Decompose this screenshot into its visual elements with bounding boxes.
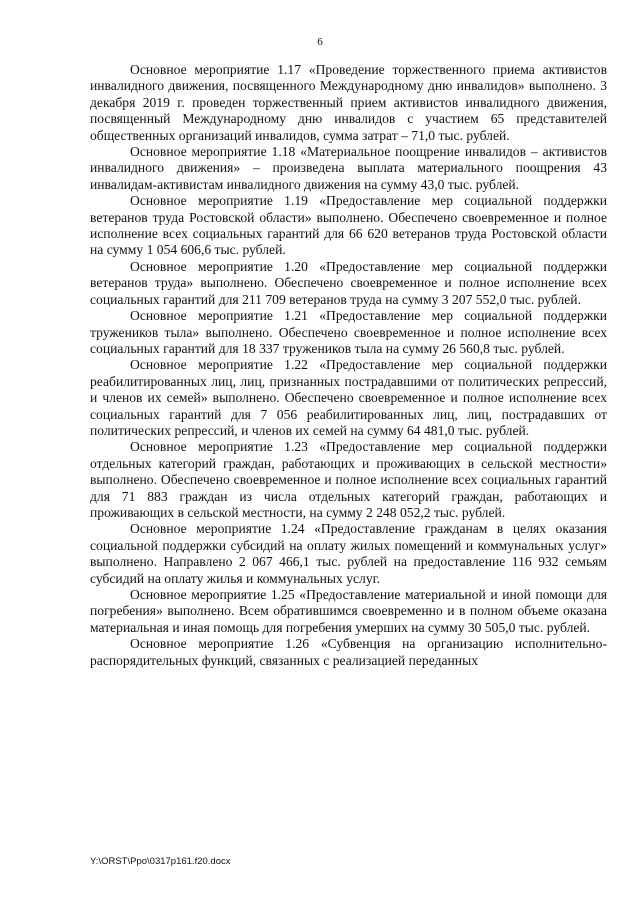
paragraph-1-20: Основное мероприятие 1.20 «Предоставление мер социальной поддержки ветеранов труда» выполнено. Обеспечено своевременное и полное исполнение всех социальных гарантий для 211 709 ветеранов труда на сумму 3 207 552,0 тыс. рублей.	[90, 258, 607, 307]
footer-file-path: Y:\ORST\Ppo\0317p161.f20.docx	[90, 856, 231, 867]
paragraph-1-24: Основное мероприятие 1.24 «Предоставление гражданам в целях оказания социальной поддержки субсидий на оплату жилых помещений и коммунальных услуг» выполнено. Направлено 2 067 466,1 тыс. рублей на предоставление 116 932 семьям субсидий на оплату жилья и коммунальных услуг.	[90, 521, 607, 586]
page-number: 6	[317, 36, 323, 48]
paragraph-1-18: Основное мероприятие 1.18 «Материальное поощрение инвалидов – активистов инвалидного движения» – произведена выплата материального поощрения 43 инвалидам-активистам инвалидного движения на сумму 43,0 тыс. рублей.	[90, 144, 607, 192]
paragraph-1-22: Основное мероприятие 1.22 «Предоставление мер социальной поддержки реабилитированных лиц, лиц, признанных пострадавшими от политических репрессий, и членов их семей» выполнено. Обеспечено своевременное и полное исполнение всех социальных гарантий для 7 056 реабилитированных лиц, лиц, пострадавших от политических репрессий, и членов их семей на сумму 64 481,0 тыс. рублей.	[90, 357, 607, 438]
paragraph-1-17: Основное мероприятие 1.17 «Проведение торжественного приема активистов инвалидного движения, посвященного Международному дню инвалидов» выполнено. 3 декабря 2019 г. проведен торжественный прием активистов инвалидного движения, посвященный Международному дню инвалидов с участием 65 представителей общественных организаций инвалидов, сумма затрат – 71,0 тыс. рублей.	[90, 62, 607, 143]
paragraph-1-26: Основное мероприятие 1.26 «Субвенция на организацию исполнительно-распорядительных функций, связанных с реализацией переданных	[90, 636, 607, 668]
paragraph-1-21: Основное мероприятие 1.21 «Предоставление мер социальной поддержки тружеников тыла» выполнено. Обеспечено своевременное и полное исполнение всех социальных гарантий для 18 337 тружеников тыла на сумму 26 560,8 тыс. рублей.	[90, 308, 607, 356]
paragraph-1-19: Основное мероприятие 1.19 «Предоставление мер социальной поддержки ветеранов труда Ростовской области» выполнено. Обеспечено своевременное и полное исполнение всех социальных гарантий для 66 620 ветеранов труда Ростовской области на сумму 1 054 606,6 тыс. рублей.	[90, 193, 607, 258]
paragraph-1-23: Основное мероприятие 1.23 «Предоставление мер социальной поддержки отдельных категорий граждан, работающих и проживающих в сельской местности» выполнено. Обеспечено своевременное и полное исполнение всех социальных гарантий для 71 883 граждан из числа отдельных категорий граждан, работающих и проживающих в сельской местности, на сумму 2 248 052,2 тыс. рублей.	[90, 439, 607, 520]
document-body	[90, 62, 607, 669]
paragraph-1-25: Основное мероприятие 1.25 «Предоставление материальной и иной помощи для погребения» выполнено. Всем обратившимся своевременно и в полном объеме оказана материальная и иная помощь для погребения умерших на сумму 30 505,0 тыс. рублей.	[90, 587, 607, 635]
